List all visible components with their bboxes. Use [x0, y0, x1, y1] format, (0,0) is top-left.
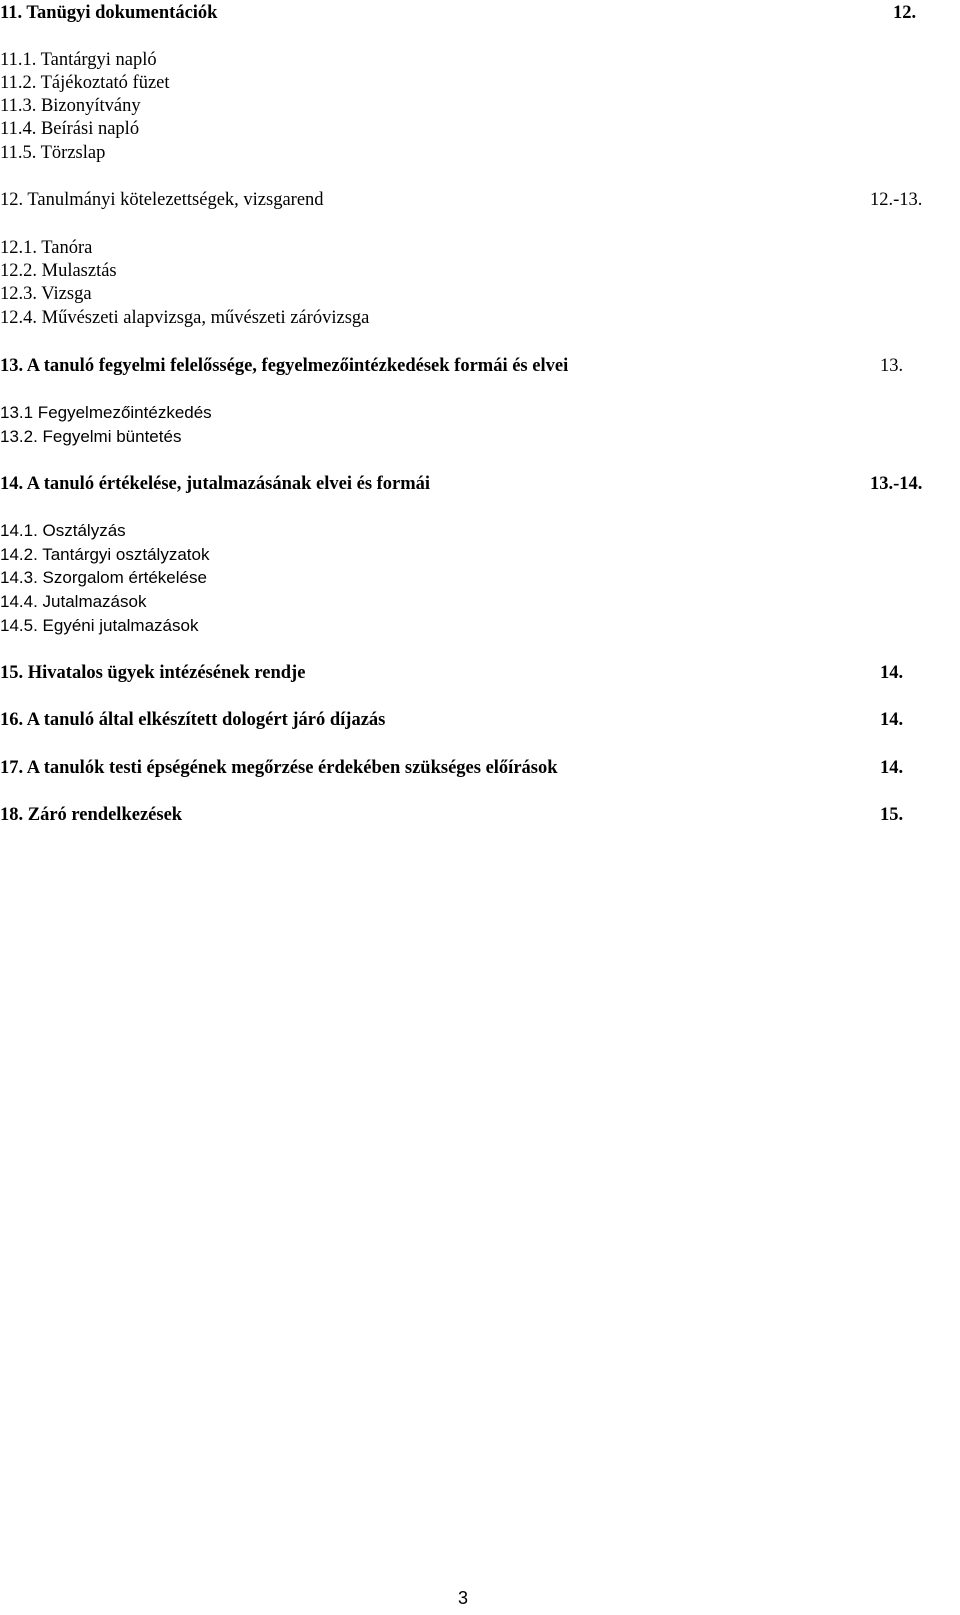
toc-label: 11.5. Törzslap	[0, 143, 106, 163]
toc-subitem	[0, 425, 960, 449]
toc-label: 12.3. Vizsga	[0, 284, 92, 304]
toc-label: 14.5. Egyéni jutalmazások	[0, 616, 199, 635]
toc-heading-13	[0, 354, 960, 378]
toc-label: 15. Hivatalos ügyek intézésének rendje	[0, 663, 306, 683]
toc-label: 12. Tanulmányi kötelezettségek, vizsgarend	[0, 190, 324, 210]
toc-label: 11.4. Beírási napló	[0, 119, 140, 139]
toc-heading-17	[0, 756, 960, 780]
toc-label: 12.2. Mulasztás	[0, 261, 117, 281]
toc-subitem	[0, 566, 960, 590]
toc-subitem	[0, 141, 960, 165]
toc-label: 14. A tanuló értékelése, jutalmazásának elvei és formái	[0, 474, 431, 494]
toc-label: 13.2. Fegyelmi büntetés	[0, 427, 182, 446]
toc-heading-16	[0, 708, 960, 732]
toc-page: 13.	[880, 356, 904, 376]
toc-page: 14.	[880, 758, 904, 778]
toc-label: 13.1 Fegyelmezőintézkedés	[0, 403, 212, 422]
toc-label: 11.2. Tájékoztató füzet	[0, 73, 170, 93]
toc-label: 14.2. Tantárgyi osztályzatok	[0, 545, 210, 564]
toc-subitem	[0, 94, 960, 118]
toc-subitem	[0, 306, 960, 330]
toc-page: 14.	[880, 663, 904, 683]
toc-subitem	[0, 117, 960, 141]
toc-label: 14.4. Jutalmazások	[0, 592, 147, 611]
toc-label: 12.1. Tanóra	[0, 238, 93, 258]
toc-label: 16. A tanuló által elkészített dologért járó díjazás	[0, 710, 386, 730]
toc-subitem	[0, 71, 960, 95]
toc-subitem	[0, 519, 960, 543]
toc-subitem	[0, 259, 960, 283]
toc-page: 14.	[880, 710, 904, 730]
toc-heading-11	[0, 1, 960, 25]
toc-subitem	[0, 590, 960, 614]
toc-page: 13.-14.	[870, 474, 923, 494]
toc-label: 12.4. Művészeti alapvizsga, művészeti záróvizsga	[0, 308, 370, 328]
toc-heading-18	[0, 803, 960, 827]
toc-subitem	[0, 282, 960, 306]
toc-heading-15	[0, 661, 960, 685]
toc-subitem	[0, 614, 960, 638]
toc-page: 12.-13.	[870, 190, 923, 210]
toc-heading-14	[0, 472, 960, 496]
toc-label: 13. A tanuló fegyelmi felelőssége, fegyelmezőintézkedések formái és elvei	[0, 356, 569, 376]
toc-heading-12	[0, 188, 960, 212]
toc-page: 12.	[893, 3, 917, 23]
toc-label: 17. A tanulók testi épségének megőrzése érdekében szükséges előírások	[0, 758, 558, 778]
page-number: 3	[458, 1588, 469, 1608]
toc-label: 14.3. Szorgalom értékelése	[0, 568, 207, 587]
toc-subitem	[0, 401, 960, 425]
toc-subitem	[0, 236, 960, 260]
toc-label: 11. Tanügyi dokumentációk	[0, 3, 218, 23]
toc-label: 11.1. Tantárgyi napló	[0, 50, 157, 70]
toc-label: 14.1. Osztályzás	[0, 521, 126, 540]
toc-label: 11.3. Bizonyítvány	[0, 96, 141, 116]
toc-label: 18. Záró rendelkezések	[0, 805, 183, 825]
toc-subitem	[0, 543, 960, 567]
toc-subitem	[0, 48, 960, 72]
toc-page: 15.	[880, 805, 904, 825]
